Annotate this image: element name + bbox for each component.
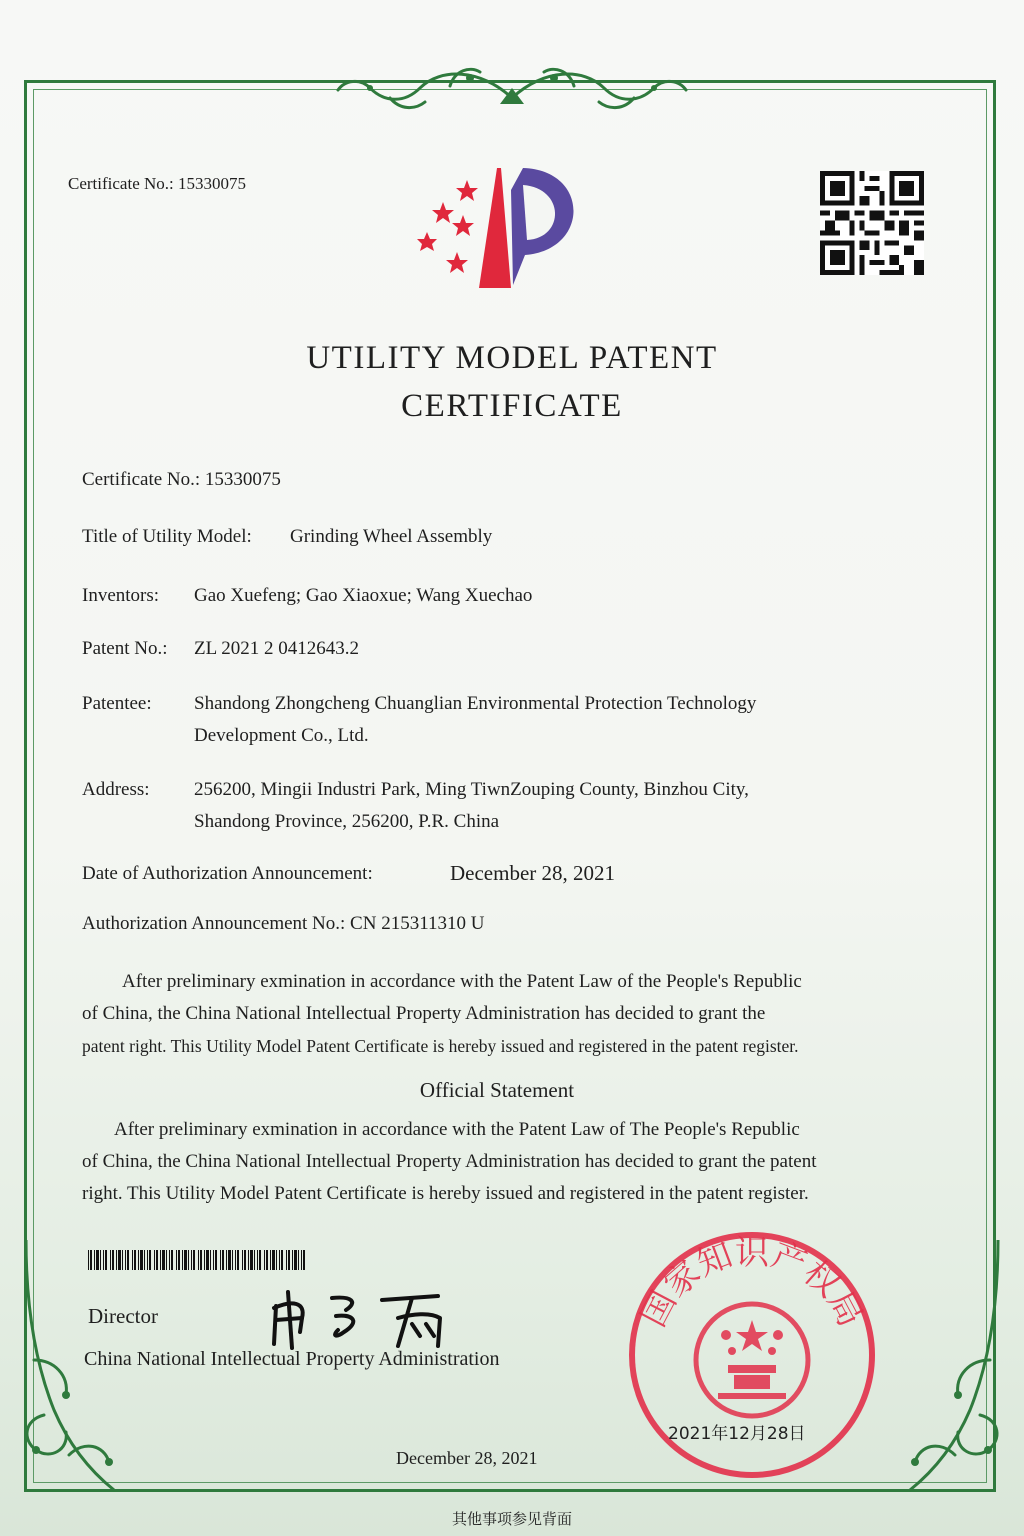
patentee-line2: Development Co., Ltd. bbox=[194, 725, 369, 746]
patent-number-value: ZL 2021 2 0412643.2 bbox=[194, 638, 360, 659]
issuing-agency: China National Intellectual Property Administration bbox=[84, 1348, 500, 1370]
footer-date: December 28, 2021 bbox=[396, 1448, 538, 1468]
svg-text:国家知识产权局 bbox=[633, 1233, 870, 1333]
director-signature bbox=[262, 1288, 482, 1350]
title-value: Grinding Wheel Assembly bbox=[290, 526, 493, 547]
patent-number-label: Patent No.: bbox=[82, 638, 168, 659]
grant-paragraph-line1: After preliminary exmination in accordance with the Patent Law of the People's Republic bbox=[122, 971, 802, 992]
authorization-date-label: Date of Authorization Announcement: bbox=[82, 863, 373, 884]
inventors-label: Inventors: bbox=[82, 585, 160, 606]
director-label: Director bbox=[88, 1304, 158, 1328]
certificate-title-line1: UTILITY MODEL PATENT bbox=[306, 340, 718, 376]
statement-paragraph-line3: right. This Utility Model Patent Certificate is hereby issued and registered in the patent register. bbox=[82, 1183, 809, 1204]
official-statement-heading: Official Statement bbox=[419, 1078, 575, 1102]
certificate-title-line2: CERTIFICATE bbox=[401, 388, 623, 424]
seal-date: 2021年12月28日 bbox=[668, 1424, 806, 1444]
grant-paragraph-line2: of China, the China National Intellectual Property Administration has decided to grant the bbox=[82, 1003, 766, 1024]
national-emblem-seal-icon bbox=[622, 1225, 882, 1485]
address-label: Address: bbox=[82, 779, 150, 800]
grant-paragraph-line3: patent right. This Utility Model Patent Certificate is hereby issued and registered in the patent register. bbox=[82, 1036, 799, 1056]
address-line1: 256200, Mingii Industri Park, Ming TiwnZouping County, Binzhou City, bbox=[194, 779, 749, 800]
inventors-value: Gao Xuefeng; Gao Xiaoxue; Wang Xuechao bbox=[194, 585, 533, 606]
address-line2: Shandong Province, 256200, P.R. China bbox=[194, 811, 500, 832]
seal-ring-text: 国家知识产权局 bbox=[633, 1232, 871, 1334]
back-side-note: 其他事项参见背面 bbox=[451, 1510, 572, 1528]
announcement-number: Authorization Announcement No.: CN 215311310 U bbox=[82, 913, 485, 934]
title-label: Title of Utility Model: bbox=[82, 526, 252, 547]
statement-paragraph-line2: of China, the China National Intellectual Property Administration has decided to grant the patent bbox=[82, 1151, 817, 1172]
authorization-date-value: December 28, 2021 bbox=[450, 861, 616, 885]
patentee-line1: Shandong Zhongcheng Chuanglian Environmental Protection Technology bbox=[194, 693, 757, 714]
qr-code-icon[interactable] bbox=[820, 171, 924, 275]
certificate-number: Certificate No.: 15330075 bbox=[82, 469, 281, 490]
bottom-right-floral-ornament-icon bbox=[900, 1240, 1010, 1500]
barcode-icon bbox=[88, 1250, 308, 1270]
patentee-label: Patentee: bbox=[82, 693, 152, 714]
cnipa-logo-icon bbox=[415, 160, 585, 290]
top-floral-ornament-icon bbox=[330, 58, 694, 118]
header-certificate-number: Certificate No.: 15330075 bbox=[68, 174, 246, 193]
statement-paragraph-line1: After preliminary exmination in accordance with the Patent Law of The People's Republic bbox=[114, 1119, 800, 1140]
